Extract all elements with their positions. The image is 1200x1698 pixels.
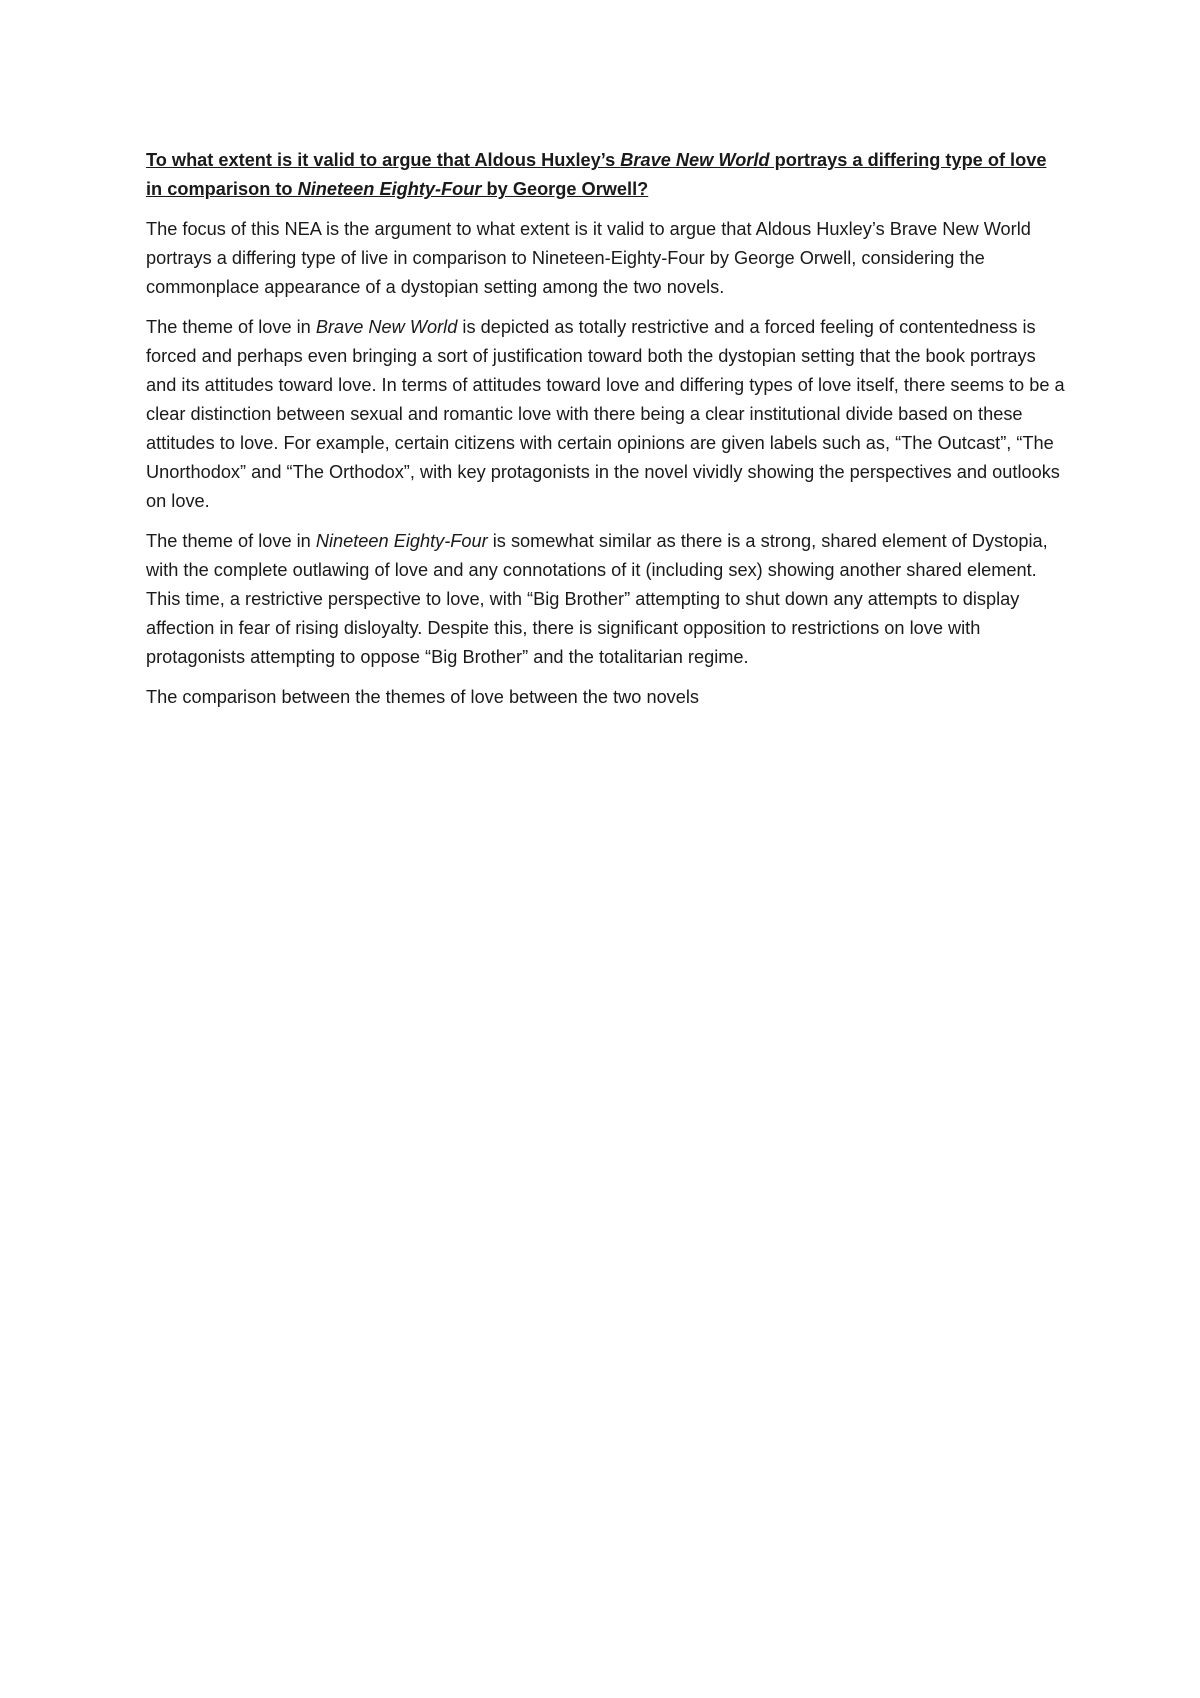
paragraph3-book-title: Nineteen Eighty-Four <box>315 531 488 551</box>
document-body <box>146 146 1066 723</box>
title-text-3: by George Orwell? <box>481 179 649 199</box>
essay-title <box>146 146 1066 204</box>
title-book-nineteen-eighty-four: Nineteen Eighty-Four <box>297 179 482 199</box>
paragraph2-text-1: The theme of love in <box>146 317 316 337</box>
paragraph-comparison: The comparison between the themes of love between the two novels <box>146 687 700 707</box>
paragraph-brave-new-world <box>146 313 1066 516</box>
paragraph-nineteen-eighty-four <box>146 527 1066 672</box>
title-text-2: portrays a differing type of love in comparison to <box>146 150 1047 199</box>
title-text-1: To what extent is it valid to argue that Aldous Huxley’s <box>146 150 621 170</box>
paragraph2-book-title: Brave New World <box>315 317 458 337</box>
paragraph3-text-1: The theme of love in <box>146 531 316 551</box>
paragraph2-text-2: is depicted as totally restrictive and a forced feeling of contentedness is forced and perhaps even bringing a sort of justification toward both the dystopian setting that the book portrays and its attitudes toward love. In terms of attitudes toward love and differing types of love itself, there seems to be a clear distinction between sexual and romantic love with there being a clear institutional divide based on these attitudes to love. For example, certain citizens with certain opinions are given labels such as, “The Outcast”, “The Unorthodox” and “The Orthodox”, with key protagonists in the novel vividly showing the perspectives and outlooks on love. <box>146 317 1065 511</box>
paragraph3-text-2: is somewhat similar as there is a strong, shared element of Dystopia, with the complete outlawing of love and any connotations of it (including sex) showing another shared element. This time, a restrictive perspective to love, with “Big Brother” attempting to shut down any attempts to display affection in fear of rising disloyalty. Despite this, there is significant opposition to restrictions on love with protagonists attempting to oppose “Big Brother” and the totalitarian regime. <box>146 531 1048 667</box>
title-book-brave-new-world: Brave New World <box>620 150 770 170</box>
paragraph-introduction: The focus of this NEA is the argument to what extent is it valid to argue that Aldous Huxley’s Brave New World portrays a differing type of live in comparison to Nineteen-Eighty-Four by George Orwell, considering the commonplace appearance of a dystopian setting among the two novels. <box>146 219 1031 297</box>
